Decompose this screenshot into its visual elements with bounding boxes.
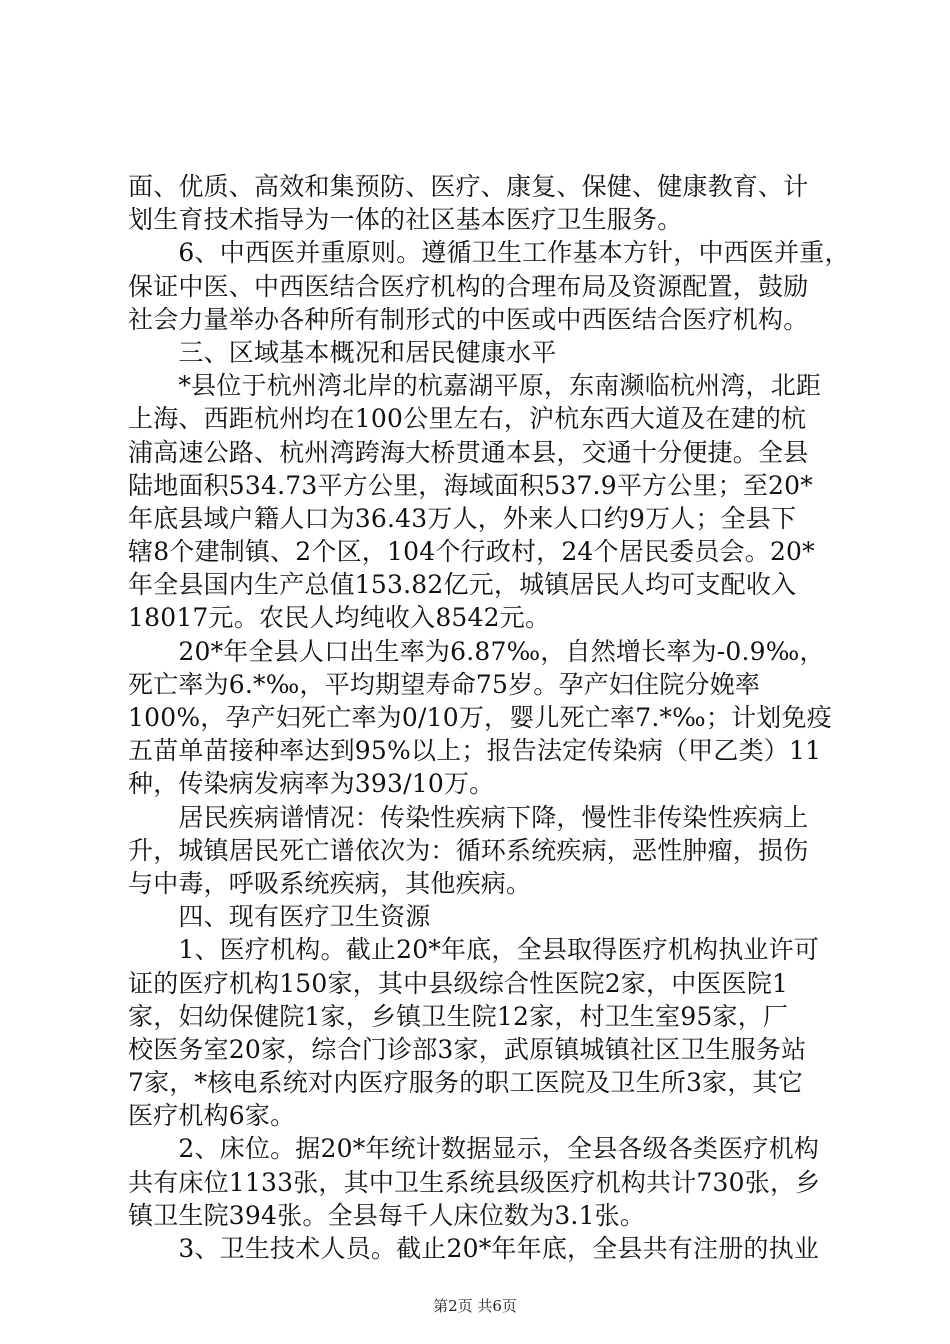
text-line: 与中毒，呼吸系统疾病，其他疾病。: [128, 868, 532, 898]
page-number-footer: 第2页 共6页: [433, 1297, 517, 1315]
text-line: 辖8个建制镇、2个区，104个行政村，24个居民委员会。20*: [128, 537, 815, 567]
text-line: 20*年全县人口出生率为6.87‰，自然增长率为-0.9‰，: [128, 636, 825, 666]
body-text: [128, 170, 850, 1265]
text-line: 浦高速公路、杭州湾跨海大桥贯通本县，交通十分便捷。全县: [128, 437, 809, 467]
text-line: 年全县国内生产总值153.82亿元，城镇居民人均可支配收入: [128, 570, 797, 600]
text-line: 陆地面积534.73平方公里，海域面积537.9平方公里；至20*: [128, 470, 813, 500]
text-line: 面、优质、高效和集预防、医疗、康复、保健、健康教育、计: [128, 172, 809, 201]
section-heading: 三、区域基本概况和居民健康水平: [128, 337, 557, 367]
text-line: 6、中西医并重原则。遵循卫生工作基本方针，中西医并重，: [128, 238, 850, 268]
text-line: 种，传染病发病率为393/10万。: [128, 769, 495, 799]
text-line: 年底县域户籍人口为36.43万人，外来人口约9万人；全县下: [128, 503, 797, 533]
text-line: 医疗机构6家。: [128, 1101, 296, 1131]
text-line: 3、卫生技术人员。截止20*年年底，全县共有注册的执业: [128, 1234, 820, 1263]
text-line: 1、医疗机构。截止20*年底，全县取得医疗机构执业许可: [128, 935, 820, 965]
text-line: 划生育技术指导为一体的社区基本医疗卫生服务。: [128, 205, 683, 235]
text-line: 100%，孕产妇死亡率为0/10万，婴儿死亡率7.*‰；计划免疫: [128, 703, 832, 732]
text-line: 家，妇幼保健院1家，乡镇卫生院12家，村卫生室95家，厂: [128, 1001, 789, 1031]
text-line: 社会力量举办各种所有制形式的中医或中西医结合医疗机构。: [128, 304, 809, 334]
text-line: *县位于杭州湾北岸的杭嘉湖平原，东南濒临杭州湾，北距: [128, 371, 822, 401]
text-line: 2、床位。据20*年统计数据显示，全县各级各类医疗机构: [128, 1134, 820, 1164]
text-line: 镇卫生院394张。全县每千人床位数为3.1张。: [128, 1200, 646, 1230]
text-line: 校医务室20家，综合门诊部3家，武原镇城镇社区卫生服务站: [128, 1034, 807, 1064]
text-line: 共有床位1133张，其中卫生系统县级医疗机构共计730张，乡: [128, 1167, 821, 1197]
text-line: 上海、西距杭州均在100公里左右，沪杭东西大道及在建的杭: [128, 404, 807, 434]
text-line: 居民疾病谱情况：传染性疾病下降，慢性非传染性疾病上: [128, 802, 809, 832]
text-line: 五苗单苗接种率达到95%以上；报告法定传染病（甲乙类）11: [128, 736, 822, 766]
text-line: 保证中医、中西医结合医疗机构的合理布局及资源配置，鼓励: [128, 271, 809, 301]
text-line: 7家，*核电系统对内医疗服务的职工医院及卫生所3家，其它: [128, 1068, 803, 1098]
text-line: 升，城镇居民死亡谱依次为：循环系统疾病，恶性肿瘤，损伤: [128, 835, 809, 865]
text-line: 证的医疗机构150家，其中县级综合性医院2家，中医医院1: [128, 968, 789, 998]
text-line: 18017元。农民人均纯收入8542元。: [128, 603, 551, 633]
section-heading: 四、现有医疗卫生资源: [128, 902, 431, 932]
text-line: 死亡率为6.*‰，平均期望寿命75岁。孕产妇住院分娩率: [128, 669, 761, 699]
